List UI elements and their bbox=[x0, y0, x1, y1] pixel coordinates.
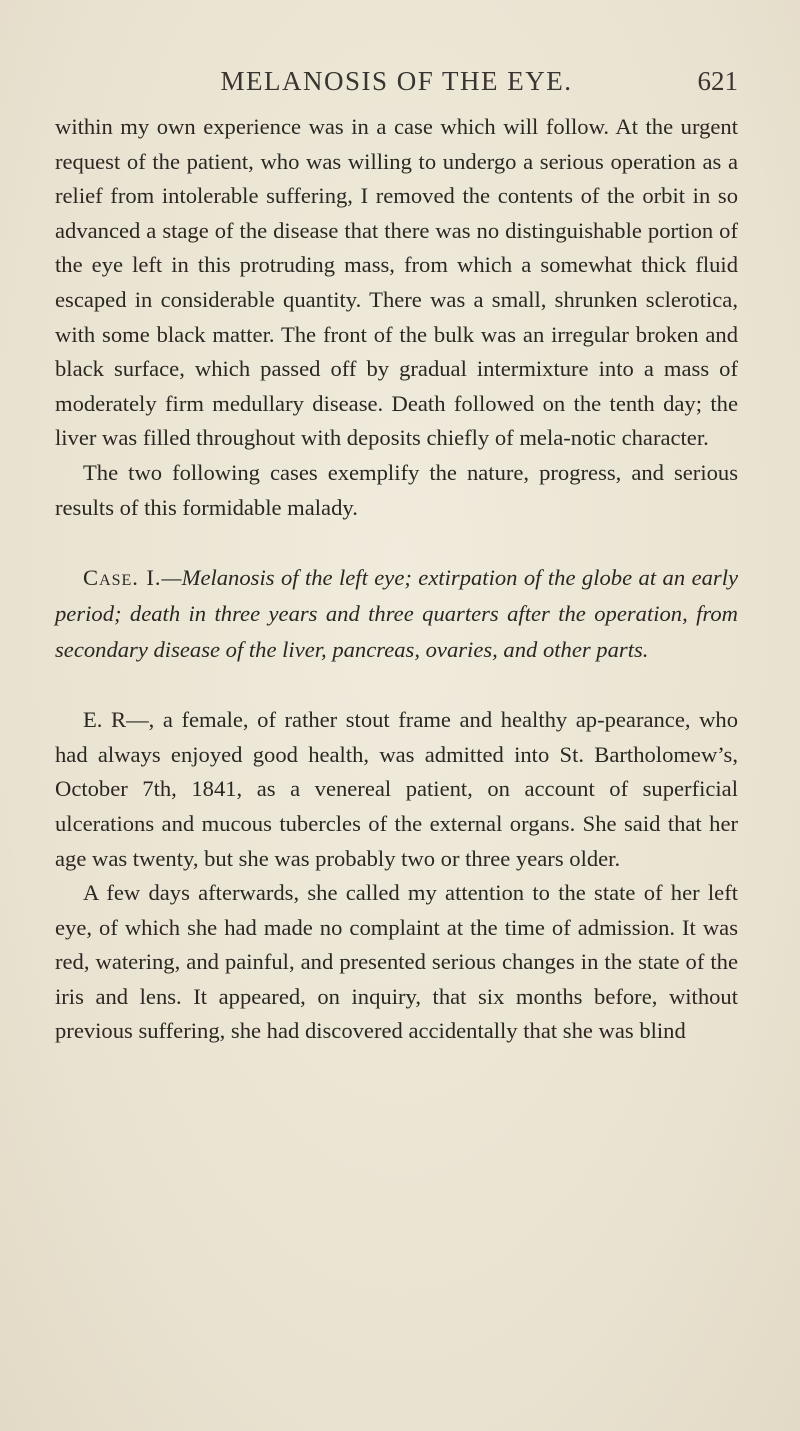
case-heading bbox=[55, 560, 738, 668]
paragraph-case-history-continued: A few days afterwards, she called my attention to the state of her left eye, of which she had made no complaint at the time of admission. It was red, watering, and painful, and presented serious changes in the state of the iris and lens. It appeared, on inquiry, that six months before, without previous suffering, she had discovered accidentally that she was blind bbox=[55, 880, 738, 1044]
body-text bbox=[55, 110, 738, 1049]
running-head-title: MELANOSIS OF THE EYE. bbox=[220, 66, 573, 96]
running-head bbox=[55, 0, 738, 110]
paragraph-continuation: within my own experience was in a case which will follow. At the urgent request of the patient, who was willing to undergo a serious operation as a relief from intolerable suffering, I removed the contents of the orbit in so advanced a stage of the disease that there was no distinguishable portion of the eye left in this protruding mass, from which a somewhat thick fluid escaped in considerable quantity. There was a small, shrunken sclerotica, with some black matter. The front of the bulk was an irregular broken and black surface, which passed off by gradual intermixture into a mass of moderately firm medullary disease. Death followed on the tenth day; the liver was filled throughout with deposits chiefly of mela-notic character. bbox=[55, 114, 738, 451]
paragraph-introduction: The two following cases exemplify the nature, progress, and serious results of this formidable malady. bbox=[55, 459, 738, 520]
page-number: 621 bbox=[697, 66, 738, 96]
paragraph-case-history: E. R—, a female, of rather stout frame and healthy ap-pearance, who had always enjoyed good health, was admitted into St. Bartholomew’s, October 7th, 1841, as a venereal patient, on account of superficial ulcerations and mucous tubercles of the external organs. She said that her age was twenty, but she was probably two or three years older. bbox=[55, 707, 738, 871]
case-title: —Melanosis of the left eye; extirpation of the globe at an early period; death in three years and three quarters after the operation, from secondary disease of the liver, pancreas, ovaries, and other parts. bbox=[55, 565, 738, 663]
case-label: Case. I. bbox=[83, 565, 162, 591]
